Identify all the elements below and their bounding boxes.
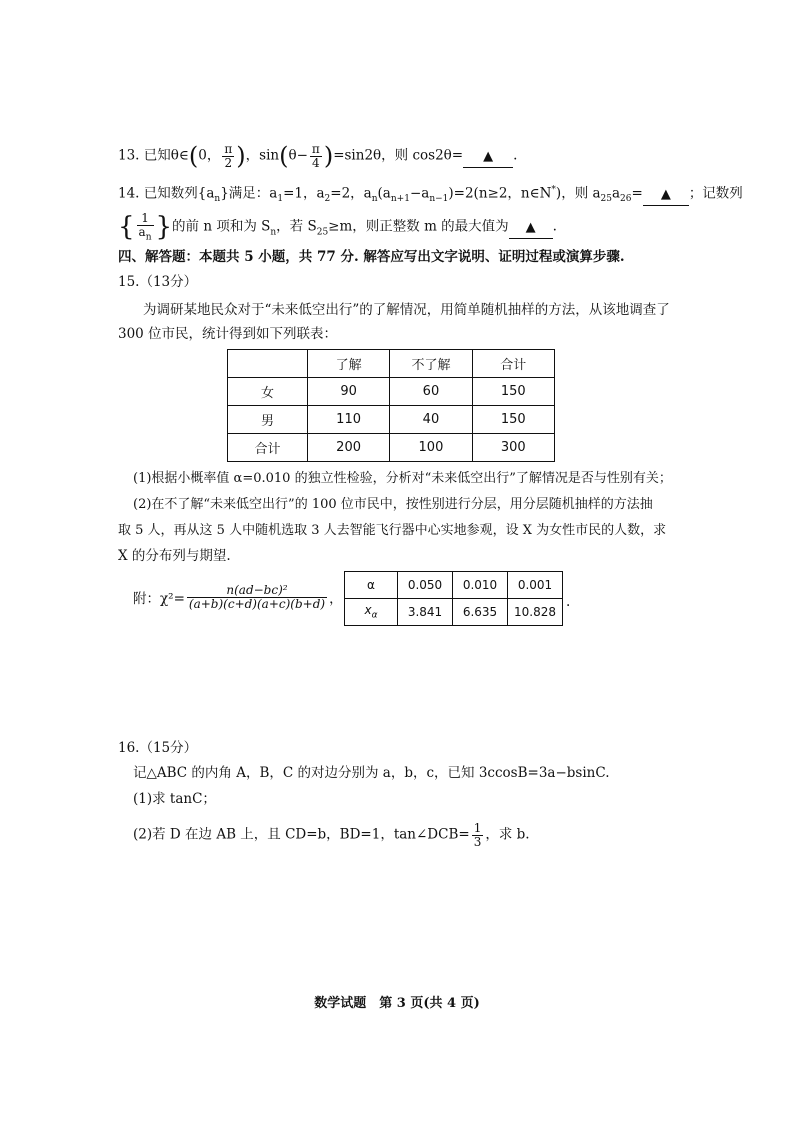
question-number: 13. bbox=[118, 147, 140, 164]
contingency-table bbox=[227, 349, 555, 462]
q16-part-2-text: (2)若 D 在边 AB 上，且 CD=b，BD=1，tan∠DCB= bbox=[133, 826, 470, 843]
q16-heading: 16.（15分） bbox=[118, 740, 198, 756]
table-cell bbox=[228, 350, 308, 378]
q15-part-2b: 取 5 人，再从这 5 人中随机选取 3 人去智能飞行器中心实地参观，设 X 为女性市民的人数，求 bbox=[118, 523, 667, 538]
table-row bbox=[228, 406, 555, 434]
q15-intro-2: 300 位市民，统计得到如下列联表： bbox=[118, 326, 338, 342]
answer-blank[interactable] bbox=[643, 184, 689, 206]
section-heading: 四、解答题：本题共 5 小题，共 77 分. 解答应写出文字说明、证明过程或演算步骤. bbox=[118, 249, 625, 265]
answer-blank[interactable] bbox=[509, 217, 553, 239]
q14-text: )，则 a bbox=[555, 185, 601, 202]
q13-text-1: 已知θ∈ bbox=[143, 147, 189, 164]
q14-text: = bbox=[631, 185, 643, 202]
table-cell: 60 bbox=[390, 378, 472, 406]
table-cell: 不了解 bbox=[390, 350, 472, 378]
q14-text: ≥m，则正整数 m 的最大值为 bbox=[328, 218, 509, 235]
paren-left: ( bbox=[279, 142, 289, 171]
fraction-pi-over-2: $\frac{\pi}{2}$ bbox=[224, 142, 233, 170]
table-cell: 了解 bbox=[307, 350, 389, 378]
table-cell: $x_\alpha$ bbox=[345, 599, 398, 626]
fraction-pi-over-4: $\frac{\pi}{4}$ bbox=[311, 142, 320, 170]
table-cell: 男 bbox=[228, 406, 308, 434]
table-cell: α bbox=[345, 572, 398, 599]
table-cell: 合计 bbox=[228, 434, 308, 462]
q15-intro-1: 为调研某地民众对于“未来低空出行”的了解情况，用简单随机抽样的方法，从该地调查了 bbox=[143, 302, 670, 318]
table-cell: 合计 bbox=[472, 350, 554, 378]
question-number: 14. bbox=[118, 185, 140, 202]
table-cell: 女 bbox=[228, 378, 308, 406]
table-row bbox=[228, 434, 555, 462]
fraction-1-over-an: $\frac{1}{a_n}$ bbox=[138, 211, 152, 242]
q14-text: ；记数列 bbox=[688, 185, 743, 202]
q14-text: }满足：a bbox=[220, 185, 278, 202]
paren-right: ) bbox=[323, 142, 334, 171]
answer-blank[interactable] bbox=[463, 146, 513, 168]
table-cell: 3.841 bbox=[398, 599, 453, 626]
question-14: 14. 已知数列$\{a_n\}$满足：$a_1=1$，$a_2=2$，$a_n(a_{n+1}-a_{n-1})=2(n\ge 2$，n∈N*)，则 $a_{25}a_{26}=$ ▲ ；记数列 bbox=[118, 185, 743, 205]
q13-end: . bbox=[513, 147, 518, 164]
table-cell: 40 bbox=[390, 406, 472, 434]
triangle-icon: ▲ bbox=[660, 186, 671, 202]
fraction-1-over-3: $\frac{1}{3}$ bbox=[473, 821, 482, 849]
q13-text-3: =sin2θ，则 cos2θ= bbox=[333, 147, 464, 164]
question-14-line-2: { $\frac{1}{a_n}$ }的前 n 项和为 $S_n$，若 $S_{25}\ge m$，则正整数 m 的最大值为 ▲ . bbox=[118, 211, 557, 243]
brace-right: } bbox=[155, 212, 173, 243]
formula-label: 附：χ²= bbox=[133, 591, 185, 608]
q14-text: 的前 n 项和为 S bbox=[172, 218, 271, 235]
paren-left: ( bbox=[188, 142, 199, 171]
table-cell: 150 bbox=[472, 378, 554, 406]
table-cell: 0.050 bbox=[398, 572, 453, 599]
q15-heading: 15.（13分） bbox=[118, 274, 198, 290]
table-cell: 10.828 bbox=[508, 599, 563, 626]
table-cell: 90 bbox=[307, 378, 389, 406]
table-cell: 100 bbox=[390, 434, 472, 462]
brace-left: { bbox=[118, 212, 135, 243]
question-13: 13. 已知θ∈(0， $\frac{\pi}{2}$ )，sin(θ− $\frac{\pi}{4}$ )=sin2θ，则 cos2θ= ▲ . bbox=[118, 142, 518, 171]
table-cell: 200 bbox=[307, 434, 389, 462]
table-cell: 6.635 bbox=[453, 599, 508, 626]
q15-part-2c: X 的分布列与期望. bbox=[118, 548, 231, 564]
q14-text: −a bbox=[409, 185, 430, 202]
q16-part-1: (1)求 tanC； bbox=[133, 791, 216, 807]
table-cell: 110 bbox=[307, 406, 389, 434]
q13-theta: θ− bbox=[288, 147, 308, 164]
q15-part-1: (1)根据小概率值 α=0.010 的独立性检验，分析对“未来低空出行”了解情况是否与性别有关； bbox=[133, 471, 672, 486]
q13-text-2: ，sin bbox=[245, 147, 280, 164]
q14-end: . bbox=[552, 218, 557, 235]
q14-text: =1，a bbox=[283, 185, 325, 202]
table-row bbox=[228, 378, 555, 406]
table-cell: 0.001 bbox=[508, 572, 563, 599]
q15-part-2a: (2)在不了解“未来低空出行”的 100 位市民中，按性别进行分层，用分层随机抽样的方法抽 bbox=[133, 497, 653, 512]
triangle-icon: ▲ bbox=[525, 219, 536, 235]
chi-square-formula bbox=[133, 584, 343, 610]
q14-text: 已知数列{a bbox=[143, 185, 215, 202]
table-cell: 0.010 bbox=[453, 572, 508, 599]
q14-text: )=2(n≥2，n∈N bbox=[448, 185, 552, 202]
table-row bbox=[345, 572, 563, 599]
q14-text: (a bbox=[377, 185, 391, 202]
formula-fraction: $\frac{\text{n(ad−bc)²}}{(a+b)(c+d)(a+c)(b+d)}$ bbox=[188, 583, 326, 611]
q14-text: a bbox=[611, 185, 621, 202]
q14-text: ，若 S bbox=[276, 218, 317, 235]
table-period: . bbox=[566, 594, 571, 610]
q14-text: =2，a bbox=[330, 185, 372, 202]
table-row bbox=[345, 599, 563, 626]
q16-intro: 记△ABC 的内角 A，B，C 的对边分别为 a，b，c，已知 3ccosB=3a−bsinC. bbox=[133, 765, 610, 781]
page-footer: 数学试题 第 3 页(共 4 页) bbox=[314, 996, 480, 1011]
triangle-icon: ▲ bbox=[483, 148, 494, 164]
q16-part-2-end: ，求 b. bbox=[485, 826, 530, 843]
paren-right: ) bbox=[236, 142, 246, 171]
formula-comma: ， bbox=[329, 591, 343, 608]
table-cell: 300 bbox=[472, 434, 554, 462]
q16-part-2 bbox=[133, 822, 530, 848]
table-header-row bbox=[228, 350, 555, 378]
table-cell: 150 bbox=[472, 406, 554, 434]
critical-value-table bbox=[344, 571, 563, 626]
